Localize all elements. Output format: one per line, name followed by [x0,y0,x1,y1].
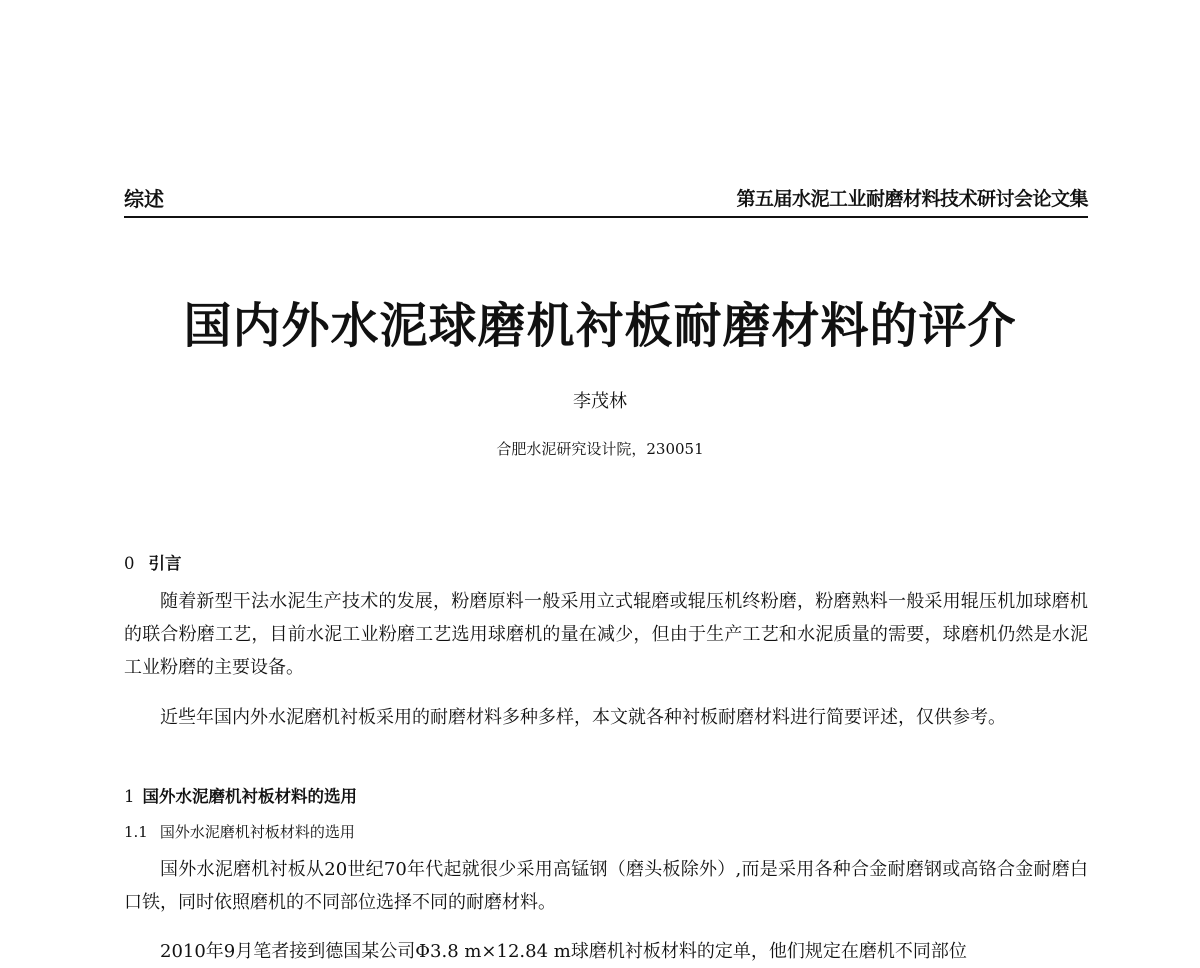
paragraph: 随着新型干法水泥生产技术的发展，粉磨原料一般采用立式辊磨或辊压机终粉磨，粉磨熟料一般采用辊压机加球磨机的联合粉磨工艺，目前水泥工业粉磨工艺选用球磨机的量在减少，但由于生产工艺和水泥质量的需要，球磨机仍然是水泥工业粉磨的主要设备。 [124,591,1088,678]
section-0-heading [124,552,1088,576]
section-0-paragraph-2 [124,701,1088,734]
section-number: 1 [124,787,135,806]
article-title: 国内外水泥球磨机衬板耐磨材料的评介 [183,298,1017,354]
subsection-1-1-heading [124,820,1088,844]
section-title: 引言 [148,554,182,573]
paragraph: 2010年9月笔者接到德国某公司Φ3.8 m×12.84 m球磨机衬板材料的定单，他们规定在磨机不同部位 [160,941,967,962]
paragraph: 近些年国内外水泥磨机衬板采用的耐磨材料多种多样，本文就各种衬板耐磨材料进行简要评述，仅供参考。 [160,707,1006,728]
section-title: 国外水泥磨机衬板材料的选用 [142,787,357,806]
header-section-label: 综述 [124,187,164,211]
running-header [124,186,1088,218]
author-affiliation: 合肥水泥研究设计院，230051 [496,440,704,458]
section-number: 0 [124,554,135,573]
section-1-heading [124,785,1088,809]
header-proceedings-title: 第五届水泥工业耐磨材料技术研讨会论文集 [736,188,1088,210]
paragraph: 国外水泥磨机衬板从20世纪70年代起就很少采用高锰钢（磨头板除外）,而是采用各种合金耐磨钢或高铬合金耐磨白口铁，同时依照磨机的不同部位选择不同的耐磨材料。 [124,859,1088,913]
subsection-number: 1.1 [124,823,148,841]
section-0-paragraph-1 [124,585,1088,684]
subsection-1-1-paragraph-1 [124,853,1088,919]
author-name: 李茂林 [573,391,627,412]
subsection-title: 国外水泥磨机衬板材料的选用 [159,823,355,841]
